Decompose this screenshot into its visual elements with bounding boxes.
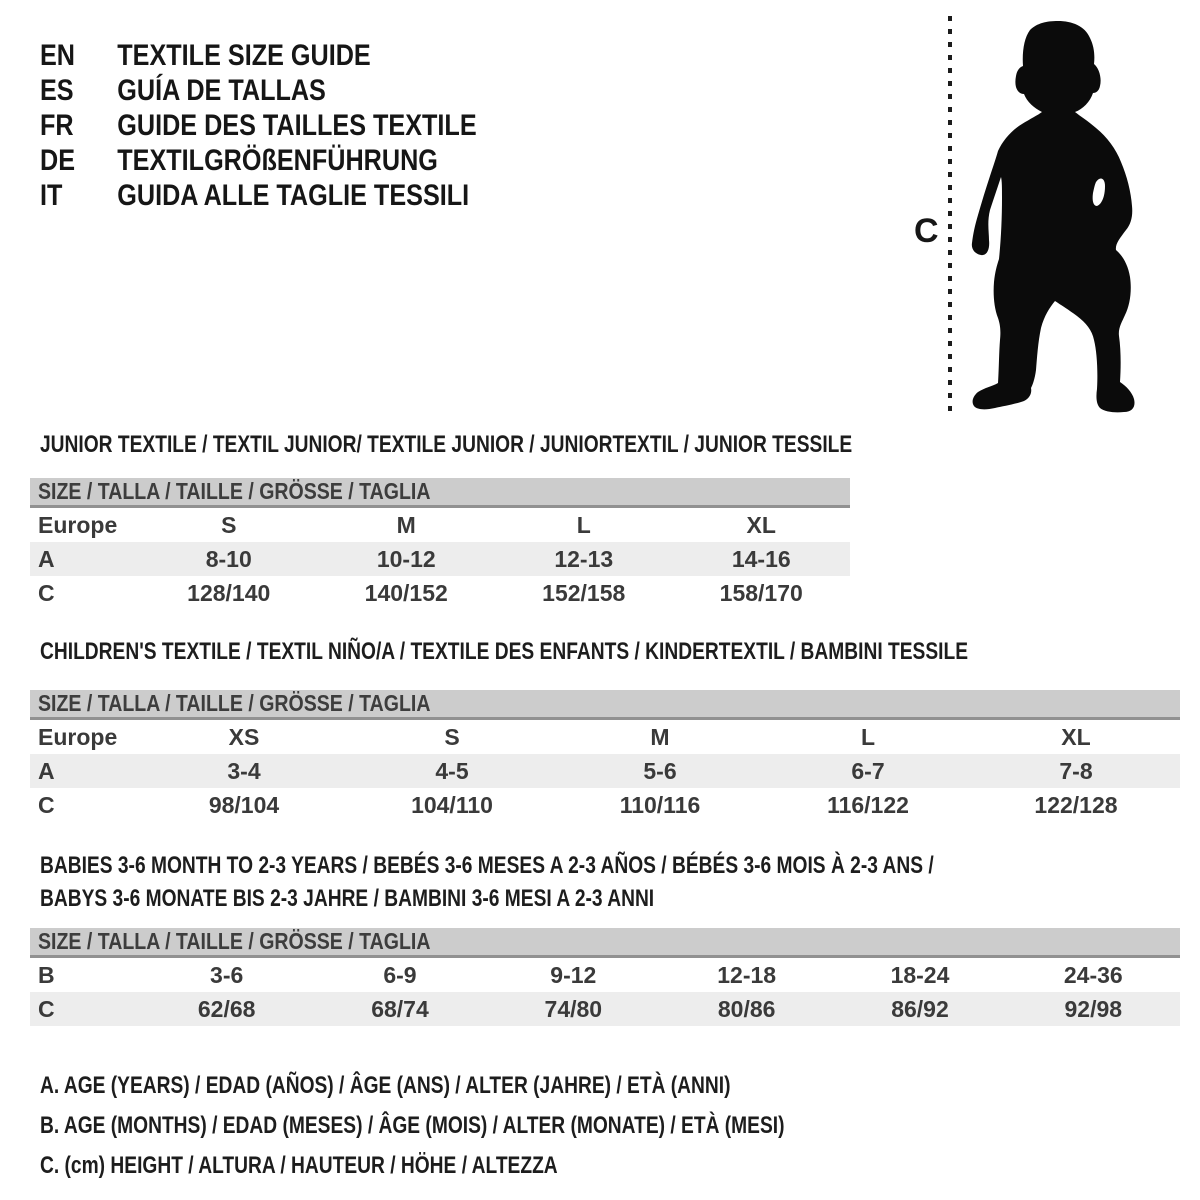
column-header: Europe xyxy=(38,511,118,538)
language-row-es xyxy=(40,73,477,108)
children-section-title xyxy=(40,637,1200,667)
cell-value: 18-24 xyxy=(890,961,950,988)
height-dashed-line xyxy=(948,16,952,414)
cell-value: 9-12 xyxy=(550,961,597,988)
cell-value: 3-4 xyxy=(227,757,261,784)
table-row-b xyxy=(30,958,1180,992)
language-code: ES xyxy=(40,74,74,107)
junior-section-title xyxy=(40,430,1055,460)
cell-value: 6-7 xyxy=(851,757,885,784)
cell-value: 152/158 xyxy=(542,579,626,606)
children-columns-row xyxy=(30,720,1180,754)
cell-value: 12-18 xyxy=(717,961,777,988)
column-header: M xyxy=(650,723,670,750)
row-label: C xyxy=(38,995,55,1022)
language-title: GUIDE DES TAILLES TEXTILE xyxy=(117,109,477,142)
cell-value: 24-36 xyxy=(1063,961,1123,988)
language-title: GUÍA DE TALLAS xyxy=(117,74,326,107)
size-header-label: SIZE / TALLA / TAILLE / GRÖSSE / TAGLIA xyxy=(38,928,431,954)
language-code: IT xyxy=(40,179,63,212)
language-title: GUIDA ALLE TAGLIE TESSILI xyxy=(117,179,470,212)
column-header: M xyxy=(396,511,416,538)
cell-value: 4-5 xyxy=(435,757,469,784)
language-row-fr xyxy=(40,108,477,143)
cell-value: 12-13 xyxy=(554,545,614,572)
row-label: A xyxy=(38,757,55,784)
column-header: S xyxy=(444,723,460,750)
toddler-silhouette-icon xyxy=(960,15,1145,417)
language-title: TEXTILE SIZE GUIDE xyxy=(117,39,371,72)
language-title: TEXTILGRÖßENFÜHRUNG xyxy=(117,144,438,177)
junior-size-table xyxy=(30,478,850,610)
footnote-legend xyxy=(40,1066,971,1186)
babies-section-title xyxy=(40,849,1157,915)
language-code: FR xyxy=(40,109,74,142)
cell-value: 7-8 xyxy=(1059,757,1093,784)
table-row-a xyxy=(30,542,850,576)
language-title-list xyxy=(40,38,560,213)
cell-value: 128/140 xyxy=(187,579,271,606)
table-row-c xyxy=(30,576,850,610)
footnote-b xyxy=(40,1106,971,1146)
size-header-label: SIZE / TALLA / TAILLE / GRÖSSE / TAGLIA xyxy=(38,478,431,504)
cell-value: 10-12 xyxy=(376,545,436,572)
language-row-en xyxy=(40,38,477,73)
cell-value: 6-9 xyxy=(383,961,417,988)
babies-section-title-line1: BABIES 3-6 MONTH TO 2-3 YEARS / BEBÉS 3-6 MESES A 2-3 AÑOS / BÉBÉS 3-6 MOIS À 2-3 ANS / xyxy=(40,852,934,879)
cell-value: 104/110 xyxy=(411,791,493,818)
column-header: Europe xyxy=(38,723,118,750)
row-label: C xyxy=(38,791,55,818)
row-label: C xyxy=(38,579,55,606)
cell-value: 86/92 xyxy=(891,995,949,1022)
language-row-it xyxy=(40,178,477,213)
cell-value: 140/152 xyxy=(364,579,448,606)
footnote-a-text: A. AGE (YEARS) / EDAD (AÑOS) / ÂGE (ANS) / ALTER (JAHRE) / ETÀ (ANNI) xyxy=(40,1072,731,1099)
cell-value: 158/170 xyxy=(719,579,803,606)
size-header-bar xyxy=(30,928,1180,958)
table-row-c xyxy=(30,788,1180,822)
babies-size-table xyxy=(30,928,1180,1026)
cell-value: 110/116 xyxy=(619,791,701,818)
cell-value: 14-16 xyxy=(731,545,791,572)
children-size-table xyxy=(30,690,1180,822)
cell-value: 62/68 xyxy=(197,995,256,1022)
column-header: S xyxy=(221,511,237,538)
cell-value: 98/104 xyxy=(208,791,280,818)
cell-value: 92/98 xyxy=(1064,995,1123,1022)
footnote-c-text: C. (cm) HEIGHT / ALTURA / HAUTEUR / HÖHE / ALTEZZA xyxy=(40,1152,558,1179)
children-section-title-text: CHILDREN'S TEXTILE / TEXTIL NIÑO/A / TEXTILE DES ENFANTS / KINDERTEXTIL / BAMBINI TESSILE xyxy=(40,638,969,665)
figure-height-label: C xyxy=(914,212,939,250)
cell-value: 116/122 xyxy=(827,791,909,818)
row-label: A xyxy=(38,545,55,572)
cell-value: 68/74 xyxy=(371,995,429,1022)
column-header: L xyxy=(576,511,591,538)
footnote-a xyxy=(40,1066,971,1106)
column-header: XS xyxy=(228,723,260,750)
table-row-c xyxy=(30,992,1180,1026)
cell-value: 5-6 xyxy=(643,757,677,784)
cell-value: 8-10 xyxy=(205,545,252,572)
footnote-b-text: B. AGE (MONTHS) / EDAD (MESES) / ÂGE (MOIS) / ALTER (MONATE) / ETÀ (MESI) xyxy=(40,1112,785,1139)
size-header-bar xyxy=(30,690,1180,720)
cell-value: 80/86 xyxy=(717,995,776,1022)
babies-section-title-line2: BABYS 3-6 MONATE BIS 2-3 JAHRE / BAMBINI 3-6 MESI A 2-3 ANNI xyxy=(40,885,655,912)
cell-value: 3-6 xyxy=(210,961,244,988)
language-code: DE xyxy=(40,144,76,177)
language-code: EN xyxy=(40,39,76,72)
column-header: L xyxy=(860,723,876,750)
junior-columns-row xyxy=(30,508,850,542)
size-header-label: SIZE / TALLA / TAILLE / GRÖSSE / TAGLIA xyxy=(38,690,431,716)
junior-section-title-text: JUNIOR TEXTILE / TEXTIL JUNIOR/ TEXTILE JUNIOR / JUNIORTEXTIL / JUNIOR TESSILE xyxy=(40,431,853,458)
column-header: XL xyxy=(746,511,776,538)
cell-value: 122/128 xyxy=(1034,791,1118,818)
cell-value: 74/80 xyxy=(544,995,603,1022)
language-row-de xyxy=(40,143,477,178)
table-row-a xyxy=(30,754,1180,788)
size-header-bar xyxy=(30,478,850,508)
column-header: XL xyxy=(1061,723,1091,750)
footnote-c xyxy=(40,1146,971,1186)
row-label: B xyxy=(38,961,55,988)
